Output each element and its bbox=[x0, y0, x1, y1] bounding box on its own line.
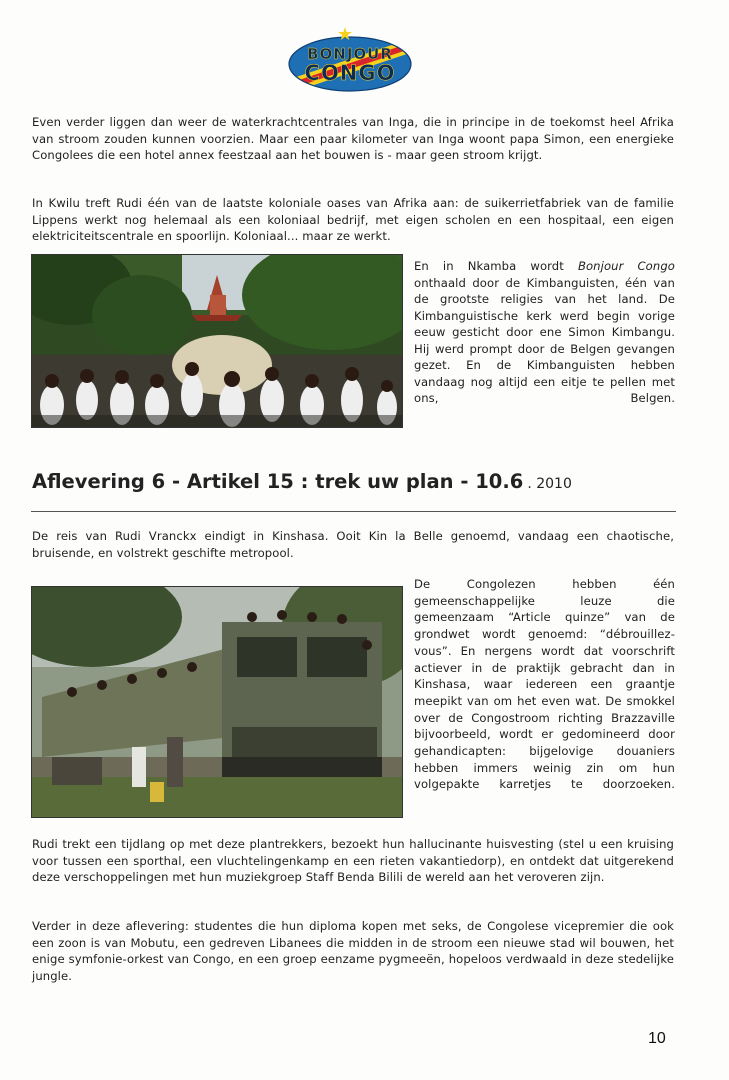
show-title-italic: Bonjour Congo bbox=[577, 259, 675, 273]
paragraph-verder: Verder in deze aflevering: studentes die hun diploma kopen met seks, de Congolese vicepremier die ook een zoon is van Mobutu, een gedreven Libanees die midden in de stroom een nieuwe stad wil bouwen, het enige symfonie-orkest van Congo, en een groep eenzame pygmeeën, hopeloos verdwaald in deze stedelijke jungle. bbox=[32, 919, 674, 983]
photo-crowded-train bbox=[31, 586, 403, 818]
nkamba-text-end: onthaald door de Kimbanguisten, één van de grootste religies van het land. De Kimbanguistische kerk werd begin vorige eeuw gesticht door ene Simon Kimbangu. Hij werd prompt door de Belgen gevangen gezet. En de Kimbanguisten hebben vandaag nog altijd een eitje te pellen met ons, Belgen. bbox=[414, 275, 675, 405]
paragraph-kinshasa-intro: De reis van Rudi Vranckx eindigt in Kinshasa. Ooit Kin la Belle genoemd, vandaag een chaotische, bruisende, en volstrekt geschifte metropool. bbox=[32, 529, 674, 560]
paragraph-plantrekkers: Rudi trekt een tijdlang op met deze plantrekkers, bezoekt hun hallucinante huisvesting (stel u een kruising voor tussen een sporthal, een vluchtelingenkamp en een rieten vakantiedorp), en ontdekt dat uitgerekend deze verschoppelingen met hun muziekgroep Staff Benda Bilili de wereld aan het veroveren zijn. bbox=[32, 837, 674, 885]
bonjour-congo-logo bbox=[287, 24, 413, 94]
photo-kimbanguist-procession bbox=[31, 254, 403, 428]
nkamba-text-start: En in Nkamba wordt bbox=[414, 259, 578, 273]
episode-date-suffix: . 2010 bbox=[527, 476, 572, 492]
episode-title: Aflevering 6 - Artikel 15 : trek uw plan - 10.6 bbox=[32, 470, 524, 493]
section-divider bbox=[31, 511, 676, 512]
paragraph-inga: Even verder liggen dan weer de waterkrachtcentrales van Inga, die in principe in de toekomst heel Afrika van stroom zouden kunnen voorzien. Maar een paar kilometer van Inga woont papa Simon, een energieke Congolees die een hotel annex feestzaal aan het bouwen is - maar geen stroom krijgt. bbox=[32, 115, 674, 163]
page-number: 10 bbox=[648, 1030, 666, 1047]
logo-line1: BONJOUR bbox=[307, 45, 393, 63]
paragraph-article-quinze: De Congolezen hebben één gemeenschappelijke leuze die gemeenzaam “Article quinze” van de grondwet wordt genoemd: “débrouillez-vous”. En nergens wordt dat voorschrift actiever in de praktijk gebracht dan in Kinshasa, waar iedereen een graantje meepikt van om het even wat. De smokkel over de Congostroom richting Brazzaville bijvoorbeeld, wordt er gedomineerd door gehandicapten: bijgelovige douaniers hebben immers weinig zin om hun volgepakte karretjes te doorzoeken. bbox=[414, 577, 675, 792]
section-heading bbox=[32, 470, 682, 493]
logo-line2: CONGO bbox=[304, 61, 396, 85]
paragraph-kwilu: In Kwilu treft Rudi één van de laatste koloniale oases van Afrika aan: de suikerrietfabriek van de familie Lippens werkt nog helemaal als een koloniaal bedrijf, met eigen scholen en een hospitaal, een eigen elektriciteitscentrale en spoorlijn. Koloniaal... maar ze werkt. bbox=[32, 196, 674, 244]
paragraph-nkamba bbox=[414, 258, 675, 407]
